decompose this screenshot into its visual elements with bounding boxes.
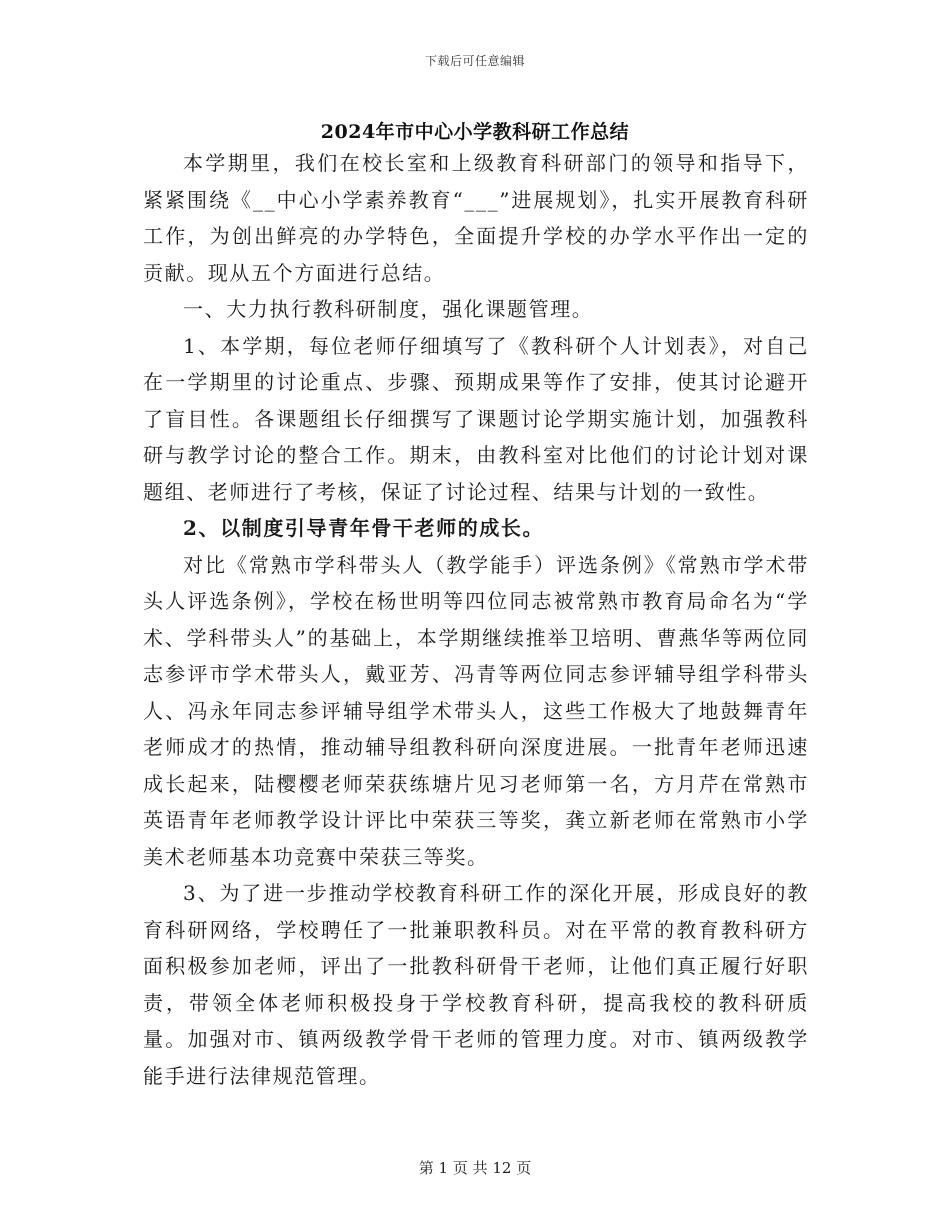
section-heading-1: 一、大力执行教科研制度，强化课题管理。 bbox=[183, 297, 594, 321]
page-header-note: 下载后可任意编辑 bbox=[424, 54, 525, 68]
document-body bbox=[143, 145, 809, 1094]
paragraph-item-2-heading: 2、以制度引导青年骨干老师的成长。 bbox=[183, 516, 545, 540]
paragraph-item-3: 3、为了进一步推动学校教育科研工作的深化开展，形成良好的教育科研网络，学校聘任了一批兼职教科员。对在平常的教育教科研方面积极参加老师，评出了一批教科研骨干老师，让他们真正履行好职责，带领全体老师积极投身于学校教育科研，提高我校的教科研质量。加强对市、镇两级教学骨干老师的管理力度。对市、镇两级教学能手进行法律规范管理。 bbox=[143, 881, 809, 1088]
document-title: 2024年市中心小学教科研工作总结 bbox=[320, 121, 630, 143]
page-number: 第 1 页 共 12 页 bbox=[418, 1159, 532, 1177]
intro-paragraph: 本学期里，我们在校长室和上级教育科研部门的领导和指导下，紧紧围绕《__中心小学素养教育“___”进展规划》，扎实开展教育科研工作，为创出鲜亮的办学特色，全面提升学校的办学水平作出一定的贡献。现从五个方面进行总结。 bbox=[143, 151, 809, 285]
paragraph-item-1: 1、本学期，每位老师仔细填写了《教科研个人计划表》，对自己在一学期里的讨论重点、步骤、预期成果等作了安排，使其讨论避开了盲目性。各课题组长仔细撰写了课题讨论学期实施计划，加强教科研与教学讨论的整合工作。期末，由教科室对比他们的讨论计划对课题组、老师进行了考核，保证了讨论过程、结果与计划的一致性。 bbox=[143, 333, 809, 504]
paragraph-item-2-body: 对比《常熟市学科带头人（教学能手）评选条例》《常熟市学术带头人评选条例》，学校在杨世明等四位同志被常熟市教育局命名为“学术、学科带头人”的基础上，本学期继续推举卫培明、曹燕华等两位同志参评市学术带头人，戴亚芳、冯青等两位同志参评辅导组学科带头人、冯永年同志参评辅导组学术带头人，这些工作极大了地鼓舞青年老师成才的热情，推动辅导组教科研向深度进展。一批青年老师迅速成长起来，陆樱樱老师荣获练塘片见习老师第一名，方月芹在常熟市英语青年老师教学设计评比中荣获三等奖，龚立新老师在常熟市小学美术老师基本功竞赛中荣获三等奖。 bbox=[143, 552, 809, 869]
